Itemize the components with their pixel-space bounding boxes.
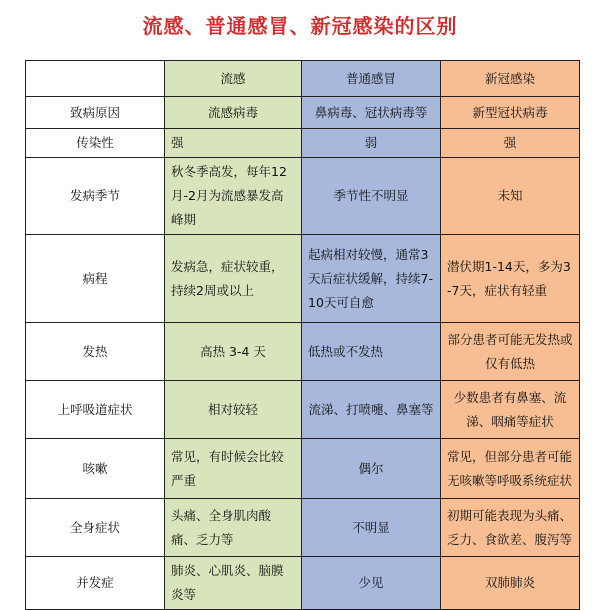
flu-cell: 常见，有时候会比较严重: [165, 439, 302, 499]
covid-cell: 强: [441, 129, 580, 158]
flu-cell: 头痛、全身肌肉酸痛、乏力等: [165, 499, 302, 557]
cold-cell: 低热或不发热: [302, 323, 441, 381]
row-label: 全身症状: [26, 499, 165, 557]
row-label: 上呼吸道症状: [26, 381, 165, 439]
table-row-cause: [26, 97, 580, 129]
cold-cell: 少见: [302, 557, 441, 610]
table-row-complications: [26, 557, 580, 610]
cold-cell: 不明显: [302, 499, 441, 557]
covid-cell: 新型冠状病毒: [441, 97, 580, 129]
row-label: 传染性: [26, 129, 165, 158]
row-label: 发热: [26, 323, 165, 381]
cold-cell: 流涕、打喷嚏、鼻塞等: [302, 381, 441, 439]
covid-cell: 双肺肺炎: [441, 557, 580, 610]
covid-cell: 常见，但部分患者可能无咳嗽等呼吸系统症状: [441, 439, 580, 499]
table-row-fever: [26, 323, 580, 381]
comparison-table: [25, 60, 580, 610]
table-row-course: [26, 235, 580, 323]
table-row-contagiousness: [26, 129, 580, 158]
table-row-upper-respiratory: [26, 381, 580, 439]
header-covid: 新冠感染: [441, 61, 580, 97]
flu-cell: 高热 3-4 天: [165, 323, 302, 381]
table-header-row: [26, 61, 580, 97]
row-label: 并发症: [26, 557, 165, 610]
covid-cell: 少数患者有鼻塞、流涕、咽痛等症状: [441, 381, 580, 439]
covid-cell: 初期可能表现为头痛、乏力、食欲差、腹泻等: [441, 499, 580, 557]
covid-cell: 潜伏期1-14天，多为3-7天，症状有轻重: [441, 235, 580, 323]
header-corner-cell: [26, 61, 165, 97]
row-label: 咳嗽: [26, 439, 165, 499]
header-flu: 流感: [165, 61, 302, 97]
flu-cell: 发病急，症状较重，持续2周或以上: [165, 235, 302, 323]
flu-cell: 强: [165, 129, 302, 158]
cold-cell: 弱: [302, 129, 441, 158]
cold-cell: 偶尔: [302, 439, 441, 499]
covid-cell: 未知: [441, 158, 580, 235]
cold-cell: 季节性不明显: [302, 158, 441, 235]
flu-cell: 流感病毒: [165, 97, 302, 129]
covid-cell: 部分患者可能无发热或仅有低热: [441, 323, 580, 381]
row-label: 病程: [26, 235, 165, 323]
page-title: 流感、普通感冒、新冠感染的区别: [142, 14, 458, 38]
cold-cell: 鼻病毒、冠状病毒等: [302, 97, 441, 129]
table-row-season: [26, 158, 580, 235]
flu-cell: 肺炎、心肌炎、脑膜炎等: [165, 557, 302, 610]
row-label: 致病原因: [26, 97, 165, 129]
table-row-systemic-symptoms: [26, 499, 580, 557]
flu-cell: 相对较轻: [165, 381, 302, 439]
header-cold: 普通感冒: [302, 61, 441, 97]
flu-cell: 秋冬季高发，每年12月-2月为流感暴发高峰期: [165, 158, 302, 235]
row-label: 发病季节: [26, 158, 165, 235]
table-row-cough: [26, 439, 580, 499]
cold-cell: 起病相对较慢，通常3天后症状缓解，持续7-10天可自愈: [302, 235, 441, 323]
